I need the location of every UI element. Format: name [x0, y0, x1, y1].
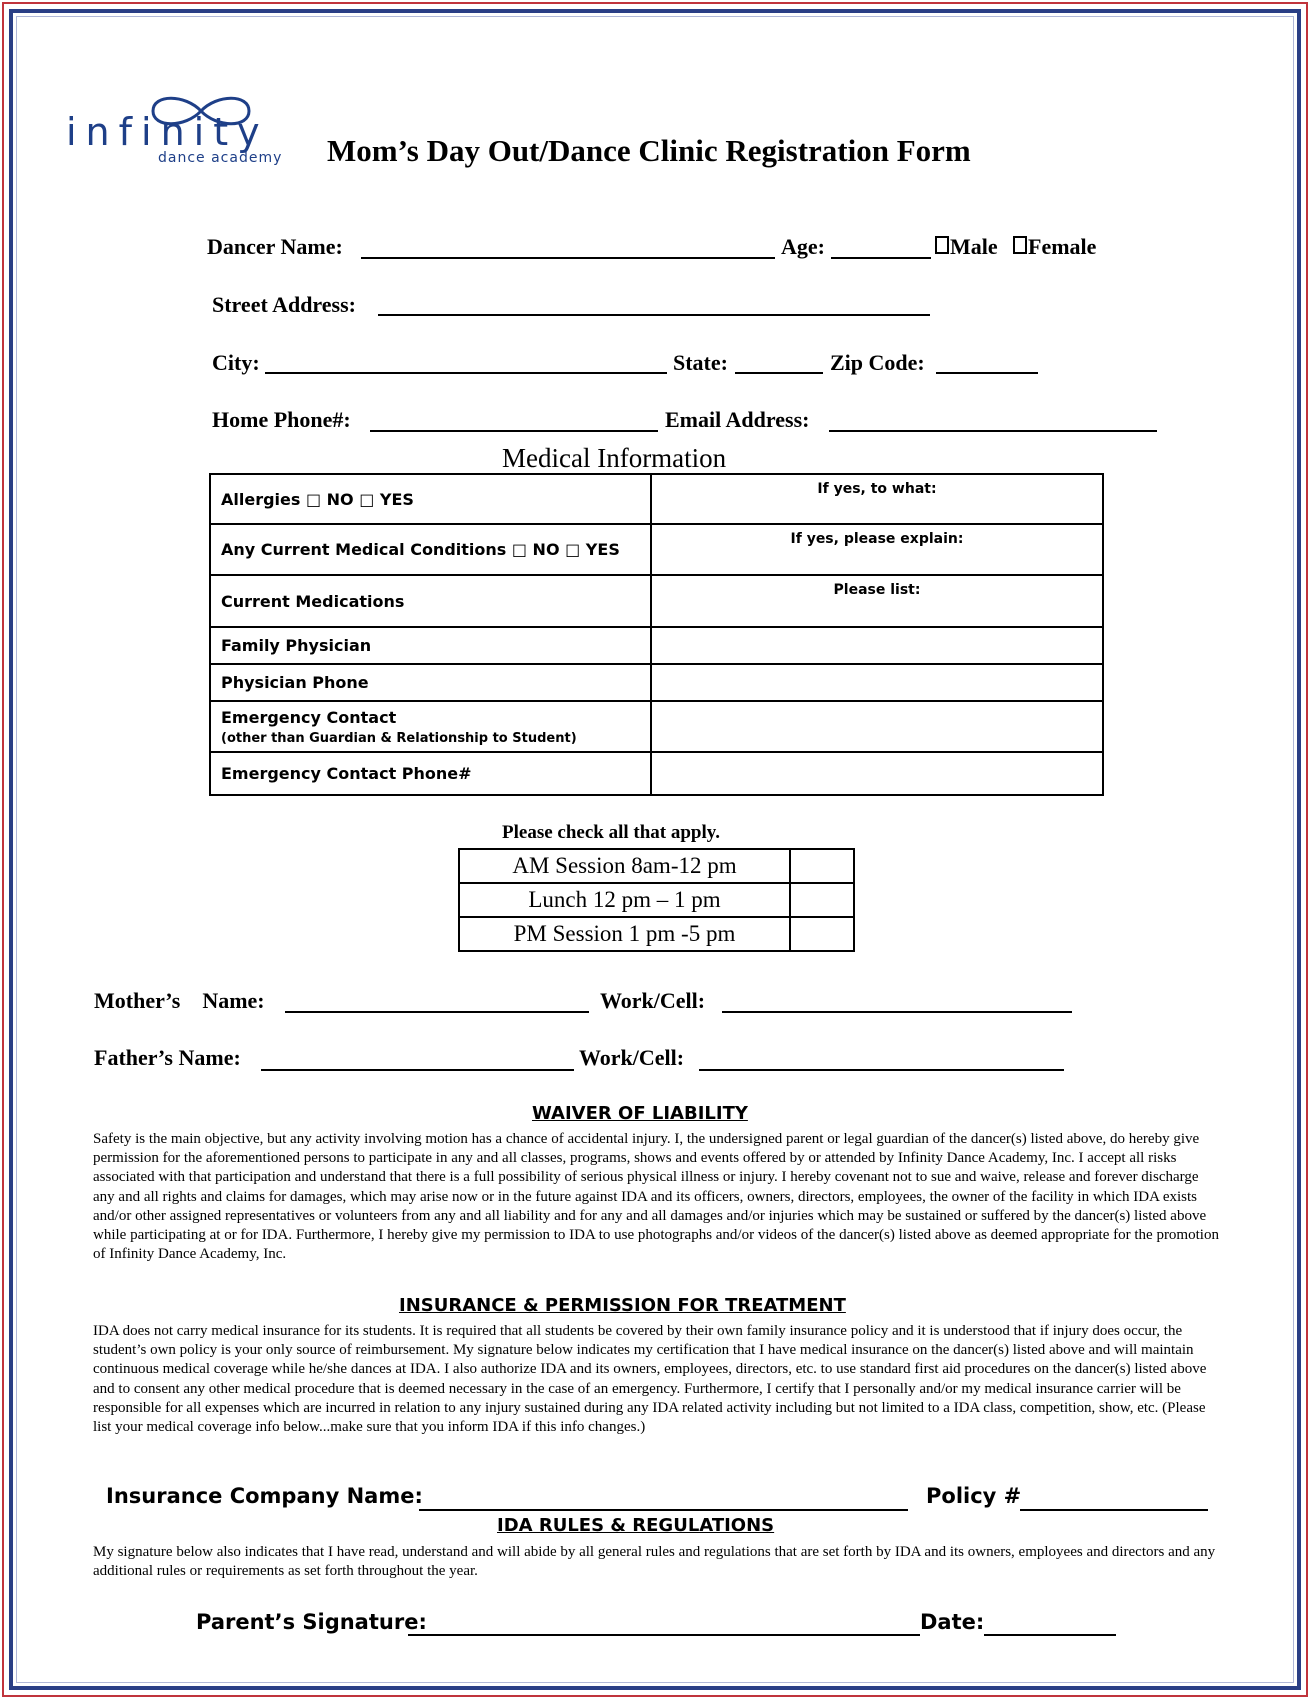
state-field[interactable]	[735, 372, 823, 374]
physician-phone-label: Physician Phone	[221, 673, 369, 692]
parent-signature-field[interactable]	[408, 1634, 920, 1636]
street-address-field[interactable]	[378, 314, 930, 316]
medical-row	[210, 701, 1103, 752]
medical-row	[210, 575, 1103, 627]
female-checkbox[interactable]	[1013, 236, 1027, 254]
emergency-contact-label: Emergency Contact	[221, 707, 397, 727]
session-label: AM Session 8am-12 pm	[459, 849, 790, 883]
dancer-name-field[interactable]	[361, 257, 775, 259]
family-physician-label: Family Physician	[221, 636, 372, 655]
medications-field[interactable]	[651, 575, 1103, 627]
conditions-hint: If yes, please explain:	[790, 531, 964, 547]
allergies-label: Allergies □ NO □ YES	[221, 489, 414, 509]
email-address-field[interactable]	[829, 430, 1157, 432]
am-session-checkbox[interactable]	[790, 849, 854, 883]
conditions-label: Any Current Medical Conditions □ NO □ YES	[221, 540, 620, 559]
city-field[interactable]	[265, 372, 667, 374]
date-field[interactable]	[984, 1634, 1116, 1636]
city-label: City:	[212, 350, 260, 375]
male-label: Male	[950, 234, 998, 259]
session-row	[459, 849, 854, 883]
allergies-hint: If yes, to what:	[817, 481, 937, 497]
medications-hint: Please list:	[833, 582, 921, 598]
father-name-label: Father’s Name:	[94, 1045, 241, 1070]
sessions-table	[458, 848, 855, 952]
zip-code-label: Zip Code:	[830, 350, 925, 375]
policy-number-field[interactable]	[1020, 1509, 1208, 1511]
mother-work-label: Work/Cell:	[600, 988, 706, 1013]
session-label: PM Session 1 pm -5 pm	[459, 917, 790, 951]
mother-work-cell-field[interactable]	[722, 1011, 1072, 1013]
medications-label: Current Medications	[221, 591, 405, 611]
pm-session-checkbox[interactable]	[790, 917, 854, 951]
medical-row-label	[210, 752, 651, 795]
sessions-prompt: Please check all that apply.	[502, 822, 720, 843]
waiver-heading: WAIVER OF LIABILITY	[532, 1103, 748, 1124]
physician-phone-field[interactable]	[651, 664, 1103, 701]
medical-row	[210, 752, 1103, 795]
father-work-cell-field[interactable]	[699, 1069, 1064, 1071]
insurance-company-label: Insurance Company Name:	[106, 1484, 423, 1508]
mother-name-field[interactable]	[285, 1011, 589, 1013]
insurance-heading: INSURANCE & PERMISSION FOR TREATMENT	[399, 1295, 846, 1316]
home-phone-label: Home Phone#:	[212, 407, 351, 432]
allergies-field[interactable]	[651, 474, 1103, 524]
insurance-text: IDA does not carry medical insurance for its students. It is required that all students be covered by their own family insurance policy and it is understood that if injury does occur, the student’s own policy is your only source of reimbursement. My signature below indicates my certification that I have medical insurance on the dancer(s) listed above and will maintain continuous medical coverage while he/she dances at IDA. I also authorize IDA and its owners, employees, directors, etc. to use standard first aid procedures on the dancer(s) listed above and to consent any other medical procedure that is deemed necessary in the case of an emergency. Furthermore, I certify that I personally and/or my medical insurance carrier will be responsible for all expenses which are incurred in relation to any injury sustained during any IDA related activity including but not limited to a IDA class, competition, show, etc. (Please list your medical coverage info below...make sure that you inform IDA if this info changes.)	[93, 1323, 1207, 1436]
medical-row-label	[210, 474, 651, 524]
parent-signature-label: Parent’s Signature:	[196, 1610, 427, 1634]
medical-row-label	[210, 664, 651, 701]
family-physician-field[interactable]	[651, 627, 1103, 664]
page-title: Mom’s Day Out/Dance Clinic Registration Form	[327, 133, 971, 168]
logo-wordmark: infinity	[66, 110, 269, 154]
age-field[interactable]	[831, 257, 931, 259]
lunch-checkbox[interactable]	[790, 883, 854, 917]
medical-row	[210, 664, 1103, 701]
father-name-field[interactable]	[261, 1069, 574, 1071]
session-row	[459, 917, 854, 951]
street-address-label: Street Address:	[212, 292, 357, 317]
rules-heading: IDA RULES & REGULATIONS	[497, 1515, 775, 1536]
medical-info-title: Medical Information	[502, 443, 727, 473]
age-label: Age:	[781, 234, 825, 259]
dancer-name-label: Dancer Name:	[207, 234, 343, 259]
mother-name-label: Mother’s Name:	[94, 988, 265, 1013]
female-label: Female	[1028, 234, 1097, 259]
medical-table	[209, 473, 1104, 796]
zip-code-field[interactable]	[936, 372, 1038, 374]
medical-row-label	[210, 575, 651, 627]
male-checkbox[interactable]	[935, 236, 949, 254]
session-row	[459, 883, 854, 917]
policy-number-label: Policy #	[926, 1484, 1022, 1508]
conditions-field[interactable]	[651, 524, 1103, 575]
medical-row	[210, 524, 1103, 575]
emergency-contact-note: (other than Guardian & Relationship to Student)	[221, 730, 577, 746]
medical-row-label	[210, 627, 651, 664]
emergency-phone-field[interactable]	[651, 752, 1103, 795]
logo-tagline: dance academy	[158, 150, 283, 166]
medical-row-label	[210, 524, 651, 575]
medical-row-label	[210, 701, 651, 752]
medical-row	[210, 627, 1103, 664]
session-label: Lunch 12 pm – 1 pm	[459, 883, 790, 917]
rules-text: My signature below also indicates that I have read, understand and will abide by all general rules and regulations that are set forth by IDA and its owners, employees and directors and any additional rules or requirements as set forth throughout the year.	[93, 1544, 1216, 1580]
date-label: Date:	[920, 1610, 985, 1634]
father-work-label: Work/Cell:	[579, 1045, 685, 1070]
waiver-text: Safety is the main objective, but any activity involving motion has a chance of accidental injury. I, the undersigned parent or legal guardian of the dancer(s) listed above, do hereby give permission for the aforementioned persons to participate in any and all classes, programs, shows and events offered by or attended by Infinity Dance Academy, Inc. I accept all risks associated with that participation and understand that there is a full possibility of serious physical illness or injury. I hereby covenant not to sue and waive, release and forever discharge any and all rights and claims for damages, which may arise now or in the future against IDA and its officers, owners, directors, employees, the owner of the facility in which IDA exists and/or other assigned representatives or volunteers from any and all liability and for any and all damages and/or injuries which may be sustained or suffered by the dancer(s) listed above while participating at or for IDA. Furthermore, I hereby give my permission to IDA to use photographs and/or videos of the dancer(s) listed above as deemed appropriate for the promotion of Infinity Dance Academy, Inc.	[93, 1131, 1219, 1263]
emergency-phone-label: Emergency Contact Phone#	[221, 764, 472, 783]
state-label: State:	[673, 350, 728, 375]
home-phone-field[interactable]	[370, 430, 658, 432]
emergency-contact-field[interactable]	[651, 701, 1103, 752]
insurance-company-field[interactable]	[419, 1509, 908, 1511]
medical-row	[210, 474, 1103, 524]
email-address-label: Email Address:	[665, 407, 810, 432]
